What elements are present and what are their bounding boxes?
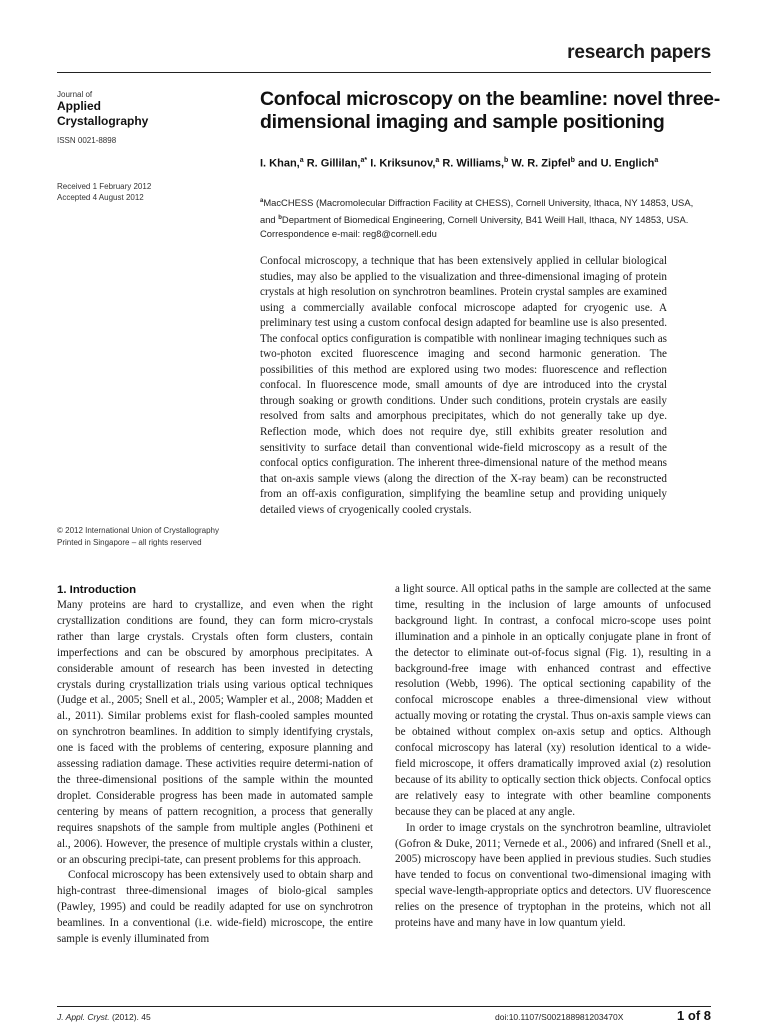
author-affil-mark: b [504, 157, 509, 164]
journal-name-line2: Crystallography [57, 114, 149, 128]
author-name: W. R. Zipfel [511, 157, 571, 170]
copyright-block [57, 525, 219, 549]
article-title: Confocal microscopy on the beamline: novel three-dimensional imaging and sample positioning [260, 88, 720, 133]
accepted-date: Accepted 4 August 2012 [57, 193, 144, 202]
footer-citation [57, 1012, 151, 1022]
footer-year-volume: (2012). 45 [111, 1012, 151, 1022]
article-dates [57, 181, 151, 203]
author-name: R. Williams, [442, 157, 504, 170]
section-heading-introduction: 1. Introduction [57, 584, 137, 596]
body-column-right [395, 582, 711, 932]
journal-block [57, 90, 247, 145]
author-affil-mark: a [299, 157, 304, 164]
issn: ISSN 0021-8898 [57, 136, 117, 145]
author-name: I. Khan, [260, 157, 300, 170]
footer-doi: doi:10.1107/S002188981203470X [495, 1012, 624, 1022]
received-date: Received 1 February 2012 [57, 182, 152, 191]
body-column-left [57, 582, 373, 948]
author-affil-mark: a* [360, 157, 368, 164]
affil-a-label: a [260, 198, 264, 204]
body-paragraph: a light source. All optical paths in the sample are collected at the same time, resulting in the inclusion of large amounts of unfocused background light. In contrast, a confocal micro-scope uses point illumination and a pinhole in an optically conjugate plane in front of the detector to eliminate out-of-focus signal (Fig. 1), resulting in a background-free image with enhanced contrast and effective resolution (Webb, 1996). The optical sectioning capability of the confocal microscope enables a three-dimensional view without actually moving or rotating the crystal. Thus on-axis sample views can be obtained without complex on-axis setup and optics. Although confocal microscopy has lateral (xy) resolution identical to a wide-field microscope, it offers dramatically improved axial (z) resolution because of its ability to optically section thick objects. Confocal optics are relatively easy to integrate with other beamline components because they can be placed at any angle. [395, 583, 711, 818]
author-affil-mark: b [570, 157, 575, 164]
journal-of-label: Journal of [57, 90, 93, 99]
body-paragraph: Many proteins are hard to crystallize, and even when the right crystallization conditions are found, they can form micro-crystals rather than large crystals. Crystals often form clusters, contain imperfections and can be obscured by amorphous precipitates. A considerable amount of research has been invested in detecting crystals during crystallization trials using various optical techniques (Judge et al., 2005; Snell et al., 2005; Wampler et al., 2008; Madden et al., 2011). Similar problems exist for flash-cooled samples mounted on synchrotron beamlines. In addition to simply identifying crystals, one is faced with the problems of centering, exposure planning and assessing radiation damage. These activities require determi-nation of the three-dimensional positions of the sample within the mounted droplet. Considerable progress has been made in automated sample centering by means of pattern recognition, a process that generally requires snapshots of the sample from multiple angles (Pothineni et al., 2006). However, the presence of multiple crystals within a cluster, or an obscuring precipi-tate, can present problems for this approach. [57, 599, 373, 866]
body-paragraph: In order to image crystals on the synchrotron beamline, ultraviolet (Gofron & Duke, 2011; Vernede et al., 2006) and infrared (Snell et al., 2005) microscopy have been applied in previous studies. Such studies have tended to focus on conventional two-dimensional imaging with special wave-length-appropriate optics and detectors. UV fluorescence relies on the presence of tryptophan in the proteins, which not all proteins have and many have in low quantum yield. [395, 821, 711, 930]
author-affil-mark: a [654, 157, 659, 164]
footer-journal-abbrev: J. Appl. Cryst. [57, 1012, 110, 1022]
header-rule [57, 72, 711, 73]
affiliations [260, 194, 700, 241]
author-name: I. Kriksunov, [370, 157, 436, 170]
affil-b-text: Department of Biomedical Engineering, Cornell University, B41 Weill Hall, Ithaca, NY 14853, USA. Correspondence e-mail: reg8@cornell.edu [260, 213, 689, 240]
section-label: research papers [567, 42, 711, 63]
copyright-line: © 2012 International Union of Crystallography [57, 526, 219, 535]
author-affil-mark: a [435, 157, 440, 164]
author-list [260, 157, 720, 170]
author-name: R. Gillilan, [306, 157, 361, 170]
affil-a-text: MacCHESS (Macromolecular Diffraction Facility at CHESS), Cornell University, Ithaca, NY 14853, USA, and [260, 197, 694, 225]
abstract: Confocal microscopy, a technique that has been extensively applied in cellular biological studies, may also be applied to the visualization and three-dimensional imaging of protein crystals at high resolution on synchrotron beamlines. Protein crystal samples are examined using a commercially available confocal microscope adapted for cryogenic use. A preliminary test using a custom confocal design adapted for beamline use is also presented. The confocal optics configuration is compatible with nonlinear imaging techniques such as two-photon excited fluorescence imaging and second harmonic generation. The possibilities of this method are explored using two modes: fluorescence and reflection confocal. In fluorescence mode, small amounts of dye are introduced into the crystal through soaking or growth conditions. Under such conditions, protein crystals are easily resolved from salts and amorphous precipitates, which do not generally take up dye. Reflection mode, which does not require dye, still exhibits greater resolution and sensitivity to surface detail than conventional wide-field microscopy as a result of the confocal optics configuration. The inherent three-dimensional nature of the method means that on-axis sample views (along the direction of the X-ray beam) can be reconstructed from an off-axis configuration, simplifying the beamline setup and providing uniquely detailed views of cryogenically cooled crystals. [260, 255, 667, 516]
author-name: and U. Englich [577, 157, 655, 170]
affil-b-label: b [278, 214, 282, 221]
printed-line: Printed in Singapore – all rights reserved [57, 538, 202, 547]
footer-rule [57, 1006, 711, 1007]
body-paragraph: Confocal microscopy has been extensively used to obtain sharp and high-contrast three-dimensional images of biolo-gical samples (Pawley, 1995) and could be readily adapted for use on synchrotron beamlines. In a conventional (i.e. wide-field) microscope, the entire sample is evenly illuminated from [57, 869, 373, 946]
journal-name-line1: Applied [57, 99, 101, 113]
footer-page-number: 1 of 8 [677, 1008, 711, 1023]
